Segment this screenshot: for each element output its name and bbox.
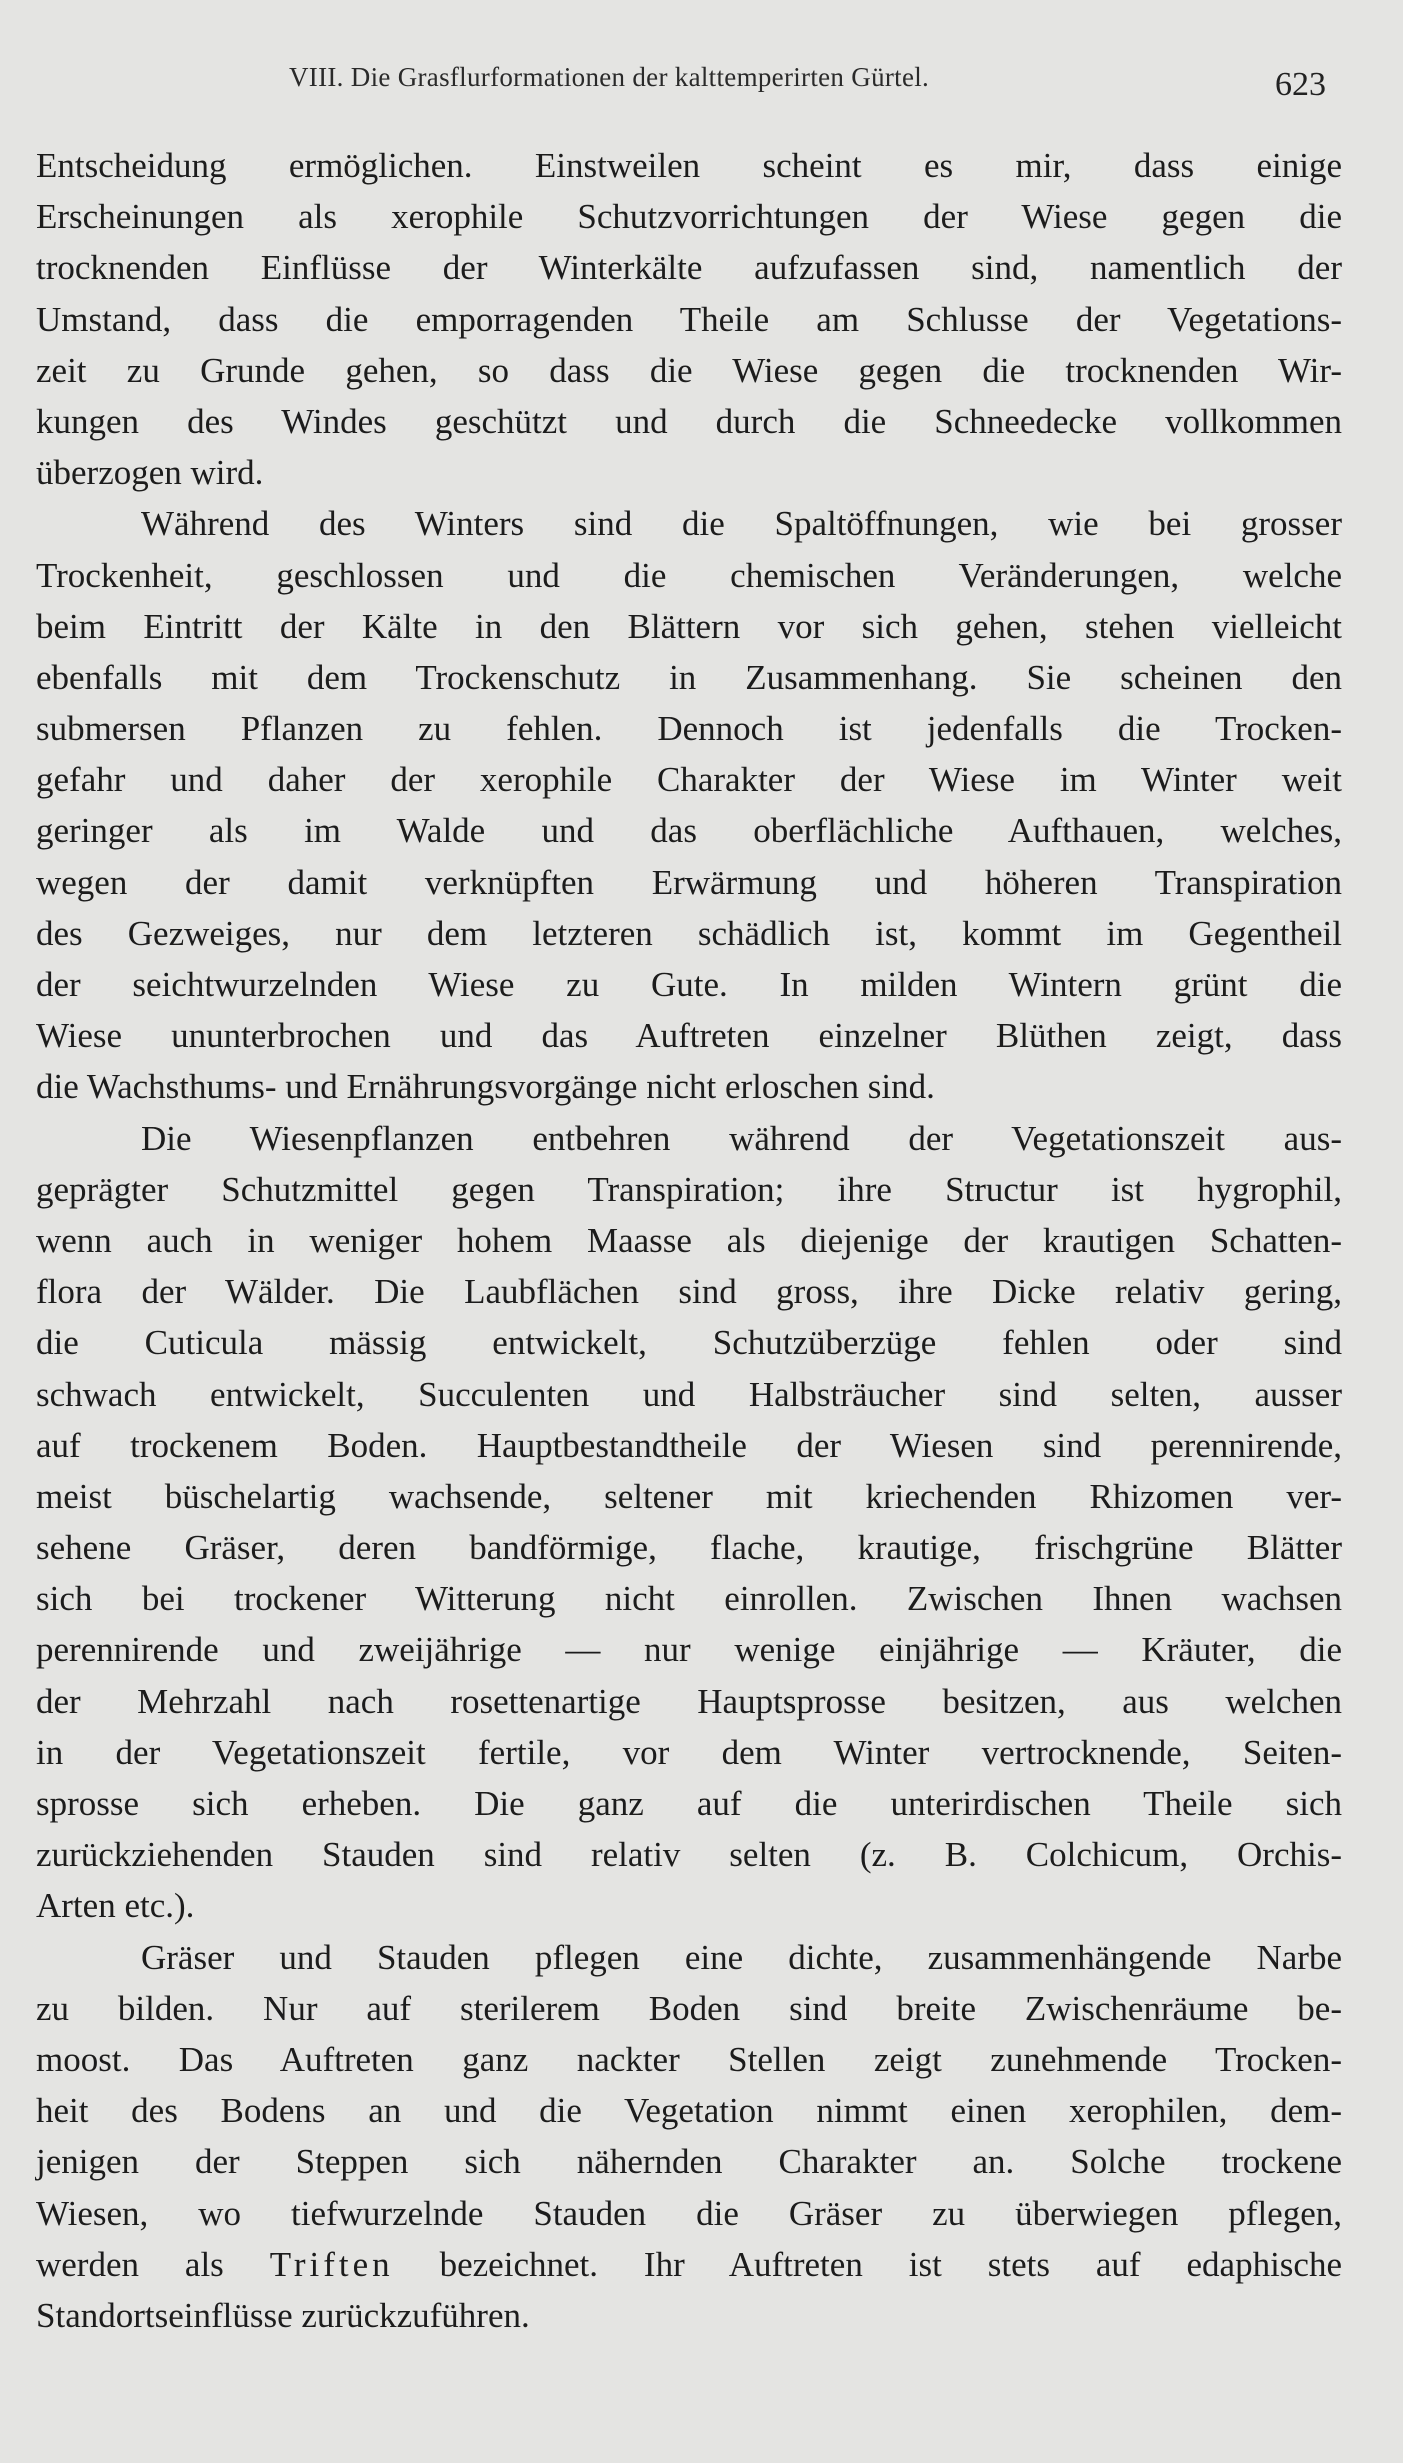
text-line: geringer als im Walde und das oberflächliche Aufthauen, welches, bbox=[36, 811, 1342, 851]
text-line: Entscheidung ermöglichen. Einstweilen scheint es mir, dass einige bbox=[36, 146, 1342, 185]
paragraph bbox=[36, 140, 1342, 498]
text-line: Umstand, dass die emporragenden Theile am Schlusse der Vegetations- bbox=[36, 299, 1342, 339]
chapter-title: VIII. Die Grasflurformationen der kalttemperirten Gürtel. bbox=[289, 62, 930, 92]
text-line: zeit zu Grunde gehen, so dass die Wiese gegen die trocknenden Wir- bbox=[36, 350, 1342, 390]
text-line: zu bilden. Nur auf sterilerem Boden sind breite Zwischenräume be- bbox=[36, 1988, 1342, 2028]
text-line: Arten etc.). bbox=[36, 1886, 195, 1926]
text-line: moost. Das Auftreten ganz nackter Stellen zeigt zunehmende Trocken- bbox=[36, 2039, 1342, 2079]
emphasized-term: Triften bbox=[269, 2244, 394, 2284]
text-line: zurückziehenden Stauden sind relativ selten (z. B. Colchicum, Orchis- bbox=[36, 1835, 1342, 1875]
text-line: submersen Pflanzen zu fehlen. Dennoch ist jedenfalls die Trocken- bbox=[36, 709, 1342, 749]
text-line: gefahr und daher der xerophile Charakter der Wiese im Winter weit bbox=[36, 760, 1342, 800]
paragraph bbox=[36, 1932, 1342, 2342]
text-line: meist büschelartig wachsende, seltener mit kriechenden Rhizomen ver- bbox=[36, 1476, 1342, 1516]
text-line: die Cuticula mässig entwickelt, Schutzüberzüge fehlen oder sind bbox=[36, 1323, 1342, 1363]
text-line: Trockenheit, geschlossen und die chemischen Veränderungen, welche bbox=[36, 555, 1342, 595]
text-line: die Wachsthums- und Ernährungsvorgänge nicht erloschen sind. bbox=[36, 1067, 935, 1107]
paragraph bbox=[36, 1113, 1342, 1932]
text-line: kungen des Windes geschützt und durch die Schneedecke vollkommen bbox=[36, 401, 1342, 441]
text-line: Wiesen, wo tiefwurzelnde Stauden die Gräser zu überwiegen pflegen, bbox=[36, 2193, 1342, 2233]
text-line: jenigen der Steppen sich nähernden Charakter an. Solche trockene bbox=[36, 2142, 1342, 2182]
text-line: flora der Wälder. Die Laubflächen sind gross, ihre Dicke relativ gering, bbox=[36, 1272, 1342, 1312]
text-line: der Mehrzahl nach rosettenartige Hauptsprosse besitzen, aus welchen bbox=[36, 1681, 1342, 1721]
text-line: ebenfalls mit dem Trockenschutz in Zusammenhang. Sie scheinen den bbox=[36, 657, 1342, 697]
text-line: werden als Triften bezeichnet. Ihr Auftreten ist stets auf edaphische bbox=[36, 2244, 1342, 2284]
text-line: trocknenden Einflüsse der Winterkälte aufzufassen sind, namentlich der bbox=[36, 248, 1342, 288]
body-text bbox=[36, 140, 1342, 2341]
text-line: sehene Gräser, deren bandförmige, flache, krautige, frischgrüne Blätter bbox=[36, 1528, 1342, 1568]
paragraph bbox=[36, 498, 1342, 1112]
page-number: 623 bbox=[1275, 66, 1326, 103]
text-line: Gräser und Stauden pflegen eine dichte, zusammenhängende Narbe bbox=[141, 1937, 1342, 1977]
text-line: Die Wiesenpflanzen entbehren während der Vegetationszeit aus- bbox=[141, 1118, 1342, 1158]
text-line: in der Vegetationszeit fertile, vor dem Winter vertrocknende, Seiten- bbox=[36, 1732, 1342, 1772]
text-line: Während des Winters sind die Spaltöffnungen, wie bei grosser bbox=[141, 504, 1342, 544]
running-head bbox=[0, 62, 1403, 102]
text-line: des Gezweiges, nur dem letzteren schädlich ist, kommt im Gegentheil bbox=[36, 913, 1342, 953]
text-line: Standortseinflüsse zurückzuführen. bbox=[36, 2295, 530, 2335]
text-line: perennirende und zweijährige — nur wenige einjährige — Kräuter, die bbox=[36, 1630, 1342, 1670]
text-line: beim Eintritt der Kälte in den Blättern vor sich gehen, stehen vielleicht bbox=[36, 606, 1342, 646]
text-line: heit des Bodens an und die Vegetation nimmt einen xerophilen, dem- bbox=[36, 2091, 1342, 2131]
text-line: wenn auch in weniger hohem Maasse als diejenige der krautigen Schatten- bbox=[36, 1220, 1342, 1260]
text-line: der seichtwurzelnden Wiese zu Gute. In milden Wintern grünt die bbox=[36, 965, 1342, 1004]
text-line: überzogen wird. bbox=[36, 453, 264, 493]
text-line: sich bei trockener Witterung nicht einrollen. Zwischen Ihnen wachsen bbox=[36, 1579, 1342, 1619]
text-line: geprägter Schutzmittel gegen Transpiration; ihre Structur ist hygrophil, bbox=[36, 1169, 1342, 1209]
text-line: sprosse sich erheben. Die ganz auf die unterirdischen Theile sich bbox=[36, 1784, 1342, 1823]
text-line: Erscheinungen als xerophile Schutzvorrichtungen der Wiese gegen die bbox=[36, 197, 1342, 237]
text-line: wegen der damit verknüpften Erwärmung und höheren Transpiration bbox=[36, 862, 1342, 902]
text-line: auf trockenem Boden. Hauptbestandtheile der Wiesen sind perennirende, bbox=[36, 1425, 1342, 1465]
text-line: schwach entwickelt, Succulenten und Halbsträucher sind selten, ausser bbox=[36, 1374, 1342, 1414]
text-line: Wiese ununterbrochen und das Auftreten einzelner Blüthen zeigt, dass bbox=[36, 1016, 1342, 1056]
